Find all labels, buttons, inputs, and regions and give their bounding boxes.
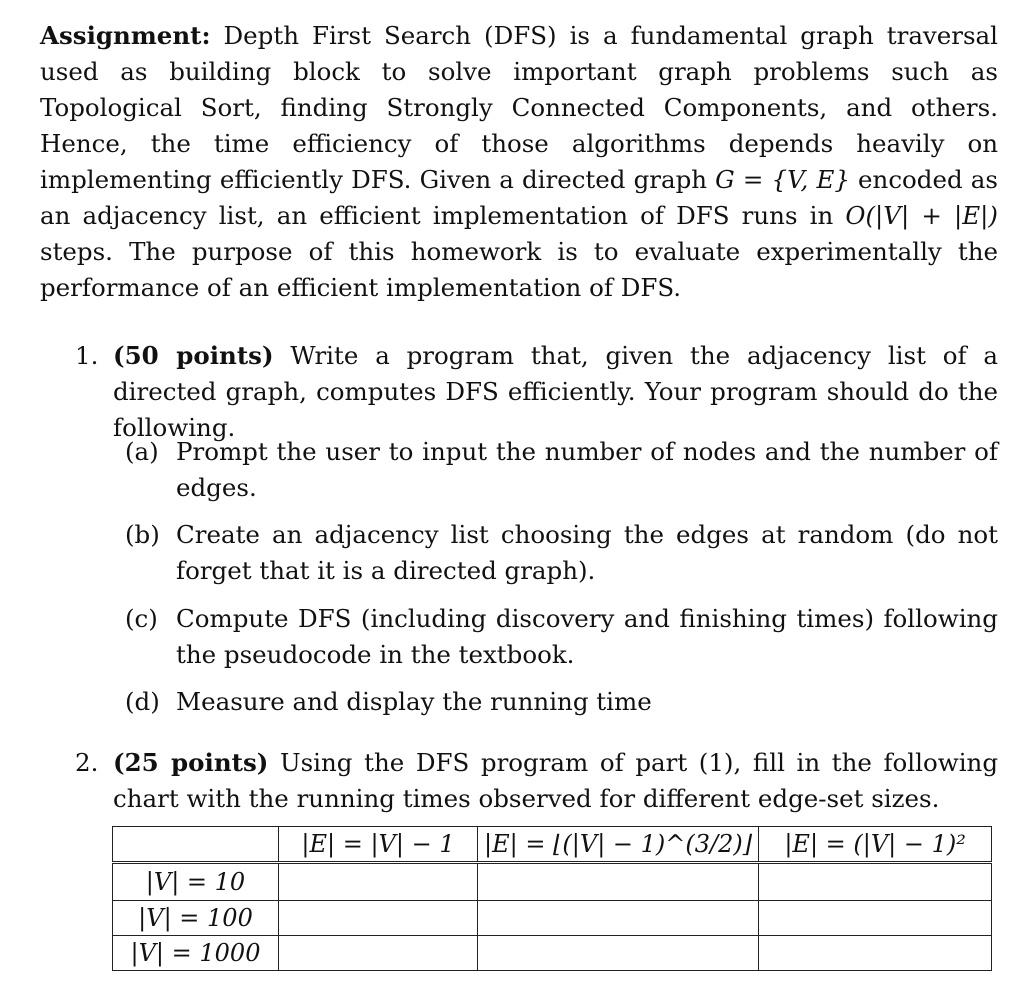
chart-row-header: |V| = 100 [113, 901, 279, 936]
chart-row [113, 936, 992, 971]
subitem-b [0, 517, 998, 589]
chart-row-header: |V| = 10 [113, 863, 279, 901]
subitem-label: (d) [125, 687, 160, 716]
chart-column-header: |E| = ⌊(|V| − 1)^(3/2)⌋ [478, 827, 759, 863]
intro-text-3: steps. The purpose of this homework is to evaluate experimentally the performance of an efficient implementation of DFS. [40, 237, 998, 302]
subitem-d [0, 684, 998, 720]
subitem-label: (c) [125, 604, 158, 633]
chart-cell [279, 901, 478, 936]
subitem-text: Compute DFS (including discovery and finishing times) following the pseudocode in the textbook. [176, 604, 998, 669]
chart-cell [279, 863, 478, 901]
item-points: (50 points) [113, 341, 274, 370]
chart-corner-cell [113, 827, 279, 863]
chart-cell [478, 901, 759, 936]
item-number: 2. [75, 748, 99, 777]
chart-cell [478, 863, 759, 901]
chart-row [113, 901, 992, 936]
chart-cell [759, 901, 992, 936]
item-number: 1. [75, 341, 99, 370]
graph-expression: G = {V, E} [715, 165, 850, 194]
subitem-text: Measure and display the running time [176, 687, 652, 716]
chart-column-header: |E| = |V| − 1 [279, 827, 478, 863]
chart-cell [759, 863, 992, 901]
complexity-expression: O(|V| + |E|) [845, 201, 998, 230]
chart-header-row [113, 827, 992, 863]
item-points: (25 points) [113, 748, 269, 777]
intro-text-1: Depth First Search (DFS) is a fundamental graph traversal used as building block to solve important graph problems such as Topological Sort, finding Strongly Connected Components, and others. Hence, the time efficiency of those algorithms depends heavily on implementing efficiently DFS. Given a directed graph [40, 21, 998, 194]
chart-row-header: |V| = 1000 [113, 936, 279, 971]
subitem-a [0, 434, 998, 506]
item-1 [0, 338, 998, 446]
chart-column-header: |E| = (|V| − 1)² [759, 827, 992, 863]
subitem-text: Prompt the user to input the number of nodes and the number of edges. [176, 437, 998, 502]
chart-cell [279, 936, 478, 971]
item-text: Using the DFS program of part (1), fill in the following chart with the running times observed for different edge-set sizes. [113, 748, 998, 813]
chart-cell [759, 936, 992, 971]
chart-row [113, 863, 992, 901]
intro-text-2: encoded as an adjacency list, an efficient implementation of DFS runs in [40, 165, 998, 230]
subitem-c [0, 601, 998, 673]
chart-cell [478, 936, 759, 971]
subitem-text: Create an adjacency list choosing the edges at random (do not forget that it is a directed graph). [176, 520, 998, 585]
subitem-label: (b) [125, 520, 160, 549]
subitem-label: (a) [125, 437, 159, 466]
item-2 [0, 745, 998, 817]
assignment-heading: Assignment: [40, 21, 211, 50]
assignment-intro [40, 18, 998, 306]
running-time-chart [112, 826, 992, 971]
item-text: Write a program that, given the adjacency list of a directed graph, computes DFS efficiently. Your program should do the following. [113, 341, 998, 442]
